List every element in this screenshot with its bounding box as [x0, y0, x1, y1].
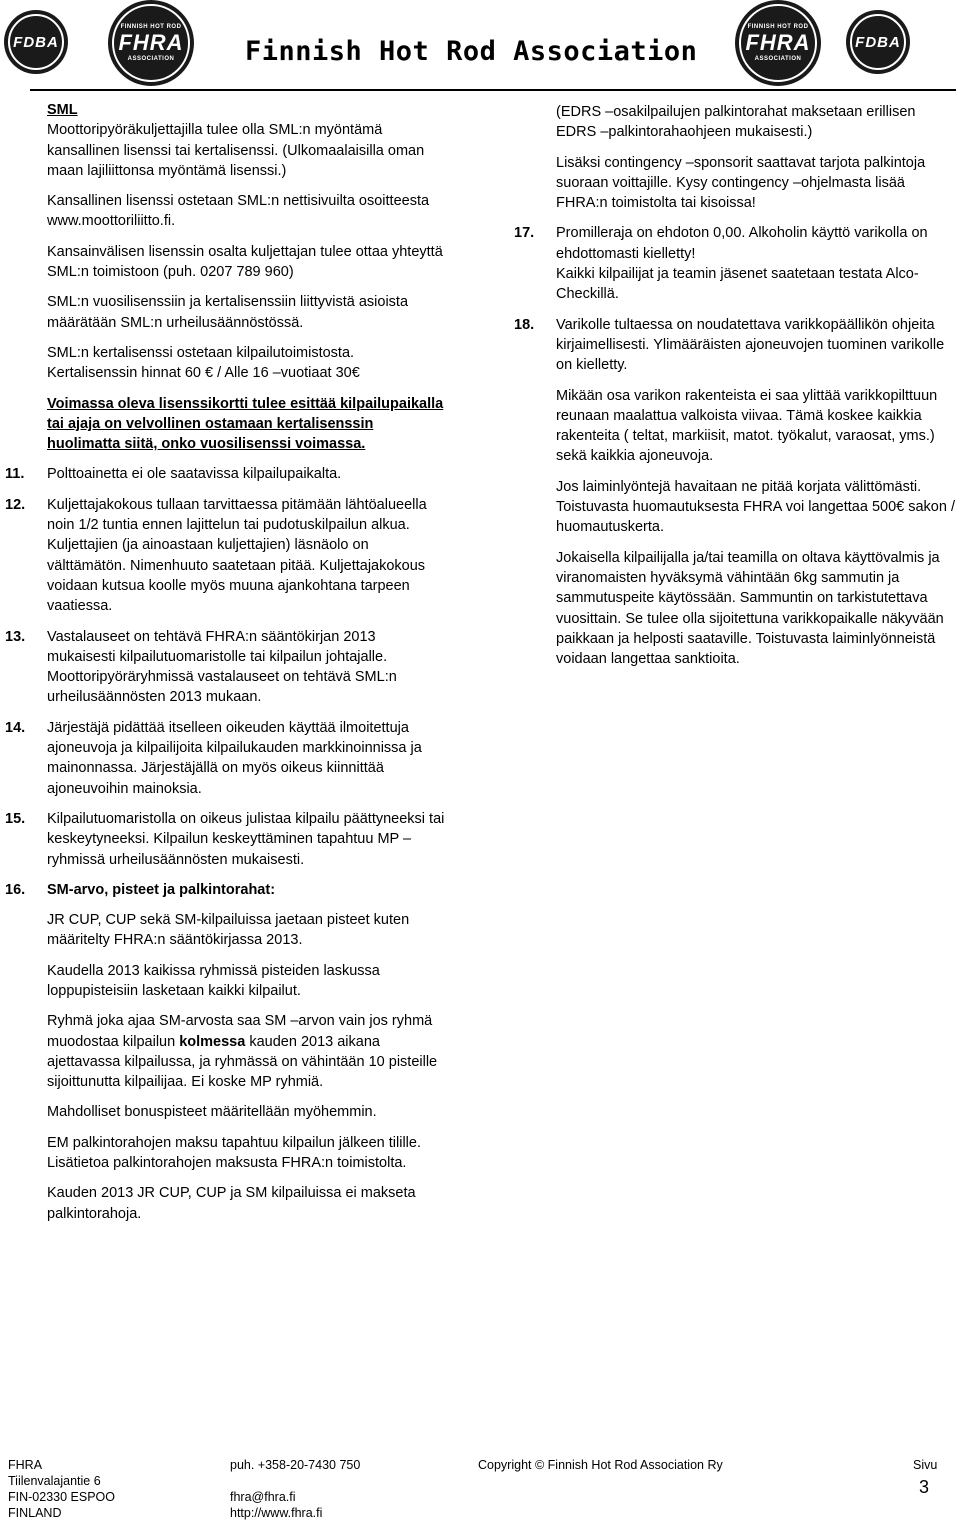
rule-17-paragraph-2: Kaikki kilpailijat ja teamin jäsenet saatetaan testata Alco-Checkillä. [556, 266, 919, 303]
rule-number: 18. [514, 316, 535, 333]
rule-number: 14. [5, 719, 26, 736]
fdba-logo-right-text: FDBA [855, 33, 901, 51]
rule-number: 17. [514, 225, 535, 242]
rule-16-paragraph-5: EM palkintorahojen maksu tapahtuu kilpailun jälkeen tilille. Lisätietoa palkintorahojen maksusta FHRA:n toimistolta. [47, 1134, 421, 1172]
rule-item-12 [5, 495, 447, 617]
fdba-logo-right [846, 10, 910, 74]
rule-text: Polttoainetta ei ole saatavissa kilpailupaikalta. [47, 466, 342, 483]
fdba-logo-text: FDBA [13, 33, 59, 51]
footer-phone: puh. +358-20-7430 750 [230, 1458, 361, 1472]
rule-number: 16. [5, 881, 26, 898]
right-column [514, 102, 956, 679]
rule-item-14 [5, 718, 447, 799]
rule-number: 15. [5, 810, 26, 827]
sml-paragraph-2-end: . [171, 213, 176, 230]
rule-item-16 [5, 880, 447, 900]
rule-18-paragraph-3: Jos laiminlyöntejä havaitaan ne pitää korjata välittömästi. Toistuvasta huomautuksesta FHRA voi langettaa 500€ sakon / huomautuskerta. [556, 478, 955, 536]
rule-item-17 [514, 223, 956, 304]
rule-item-15 [5, 809, 447, 870]
fhra-logo-right-text: FHRA [745, 30, 811, 55]
rule-18-paragraph-2: Mikään osa varikon rakenteista ei saa ylittää varikkopilttuun reunaan maalattua valkoista viivaa. Tämä koskee kaikkia rakenteita ( teltat, markiisit, matot. työkalut, varaosat, yms.) sekä kaikkia ajoneuvoja. [556, 387, 938, 465]
footer-web[interactable]: http://www.fhra.fi [230, 1506, 323, 1520]
footer-page-label: Sivu [913, 1458, 938, 1472]
rule-item-18 [514, 315, 956, 376]
rule-text: Kilpailutuomaristolla on oikeus julistaa kilpailu päättyneeksi tai keskeytyneeksi. Kilpailun keskeyttäminen tapahtuu MP –ryhmissä urheilusäännösten mukaisesti. [47, 810, 445, 868]
footer-copyright: Copyright © Finnish Hot Rod Association Ry [478, 1458, 723, 1472]
rule-16-paragraph-3-end: kauden 2013 aikana ajettavassa kilpailussa, ja ryhmässä on vähintään 10 pisteille sijoittunutta kilpailijaa. Ei koske MP ryhmiä. [47, 1033, 438, 1091]
rule-text: Kuljettajakokous tullaan tarvittaessa pitämään lähtöalueella noin 1/2 tuntia ennen lajittelun tai pudotuskilpailun alkua. Kuljettajien (ja ainoastaan kuljettajien) läsnäolo on välttämätön. Nimenhuuto saatetaan pitää. Kuljettajakokous voidaan kutsua koolle myös muuna ajankohtana tarpeen vaatiessa. [47, 496, 427, 615]
sml-paragraph-2 [47, 191, 447, 232]
rule-16-title: SM-arvo, pisteet ja palkintorahat: [47, 881, 276, 898]
rule-16-paragraph-1: JR CUP, CUP sekä SM-kilpailuissa jaetaan pisteet kuten määritelty FHRA:n sääntökirjassa 2013. [47, 912, 410, 949]
rule-17-paragraph-1: Promilleraja on ehdoton 0,00. Alkoholin käyttö varikolla on ehdottomasti kielletty! [556, 225, 928, 262]
left-column [5, 100, 447, 1234]
edrs-paragraph: (EDRS –osakilpailujen palkintorahat maksetaan erillisen EDRS –palkintorahaohjeen mukaisesti.) [556, 104, 916, 141]
footer-org: FHRA [8, 1458, 43, 1472]
rule-16-paragraph-4: Mahdolliset bonuspisteet määritellään myöhemmin. [47, 1104, 377, 1121]
sml-paragraph-2-text: Kansallinen lisenssi ostetaan SML:n nettisivuilta osoitteesta [47, 193, 430, 210]
rule-number: 11. [5, 466, 25, 483]
sml-license-notice: Voimassa oleva lisenssikortti tulee esittää kilpailupaikalla tai ajaja on velvollinen ostamaan kertalisenssin huolimatta siitä, onko vuosilisenssi voimassa. [47, 395, 444, 453]
rule-text: Vastalauseet on tehtävä FHRA:n sääntökirjan 2013 mukaisesti kilpailutuomaristolle tai kilpailun johtajalle. Moottoripyöräryhmissä vastalauseet on tehtävä SML:n urheilusäännösten 2013 mukaan. [47, 628, 397, 706]
contingency-paragraph: Lisäksi contingency –sponsorit saattavat tarjota palkintoja suoraan voittajille. Kysy contingency –ohjelmasta lisää FHRA:n toimistolta tai kisoissa! [556, 154, 926, 212]
footer-country: FINLAND [8, 1506, 62, 1520]
sml-paragraph-5a: SML:n kertalisenssi ostetaan kilpailutoimistosta. [47, 344, 355, 361]
fdba-logo [4, 10, 68, 74]
rule-16-paragraph-3-start: Ryhmä joka ajaa SM-arvosta saa SM –arvon vain jos ryhmä muodostaa kilpailun [47, 1013, 433, 1050]
page-number: 3 [919, 1477, 930, 1497]
fhra-logo-ring-bottom: ASSOCIATION [127, 56, 175, 62]
footer-spacer [230, 1473, 360, 1489]
footer-address [8, 1457, 115, 1521]
sml-paragraph-1: Moottoripyöräkuljettajilla tulee olla SML:n myöntämä kansallinen lisenssi tai kertalisenssi. (Ulkomaalaisilla oman maan lajiliittonsa myöntämä lisenssi.) [47, 122, 425, 179]
rule-16-paragraph-3 [47, 1011, 447, 1092]
rule-18-paragraph-1: Varikolle tultaessa on noudatettava varikkopäällikön ohjeita kirjaimellisesti. Ylimääräisten ajoneuvojen tuominen varikolle on kielletty. [556, 316, 945, 374]
fhra-logo-right-ring-top: FINNISH HOT ROD [747, 24, 809, 30]
brand-title: Finnish Hot Rod Association [245, 36, 698, 67]
footer-street: Tiilenvalajantie 6 [8, 1474, 101, 1488]
fhra-logo [108, 0, 194, 86]
fhra-logo-right-ring-bottom: ASSOCIATION [754, 56, 802, 62]
rule-text: Järjestäjä pidättää itselleen oikeuden käyttää ilmoitettuja ajoneuvoja ja kilpailijoita kilpailukauden markkinoinnissa ja mainonnassa. Järjestäjällä on myös oikeus kiinnittää ajoneuvoihin mainoksia. [47, 719, 422, 797]
sml-paragraph-5b: Kertalisenssin hinnat 60 € / Alle 16 –vuotiaat 30€ [47, 365, 360, 382]
sml-paragraph-4: SML:n vuosilisenssiin ja kertalisenssiin liittyvistä asioista määrätään SML:n urheilusäännöstössä. [47, 294, 409, 331]
page-header [0, 0, 960, 88]
rule-16-paragraph-2: Kaudella 2013 kaikissa ryhmissä pisteiden laskussa loppupisteisiin lasketaan kaikki kilpailut. [47, 962, 380, 999]
rule-16-paragraph-6: Kauden 2013 JR CUP, CUP ja SM kilpailuissa ei makseta palkintorahoja. [47, 1185, 416, 1222]
rule-item-13 [5, 627, 447, 708]
fhra-logo-ring-top: FINNISH HOT ROD [120, 24, 182, 30]
rule-16-paragraph-3-bold: kolmessa [179, 1033, 246, 1050]
footer-email[interactable]: fhra@fhra.fi [230, 1490, 296, 1504]
rule-item-11 [5, 464, 447, 484]
sml-paragraph-3: Kansainvälisen lisenssin osalta kuljettajan tulee ottaa yhteyttä SML:n toimistoon (puh. 0207 789 960) [47, 243, 443, 281]
footer-contact [230, 1457, 360, 1521]
fhra-logo-right [735, 0, 821, 86]
rule-number: 12. [5, 496, 26, 513]
footer-postal: FIN-02330 ESPOO [8, 1490, 115, 1504]
rule-18-paragraph-4: Jokaisella kilpailijalla ja/tai teamilla on oltava käyttövalmis ja viranomaisten hyväksymä vähintään 6kg sammutin ja sammutuspeite käytössään. Sammuntin on tarkistutettava vuosittain. Se tulee olla sijoitettuna varikkopaikalle näkyvään paikkaan ja helposti saataville. Toistuvasta laiminlyönneistä voidaan langettaa sanktioita. [556, 549, 944, 668]
fhra-logo-text: FHRA [118, 30, 184, 55]
sml-title: SML [47, 102, 78, 118]
rule-number: 13. [5, 628, 26, 645]
moottoriliitto-link[interactable]: www.moottoriliitto.fi [47, 213, 172, 230]
header-divider [30, 89, 956, 91]
